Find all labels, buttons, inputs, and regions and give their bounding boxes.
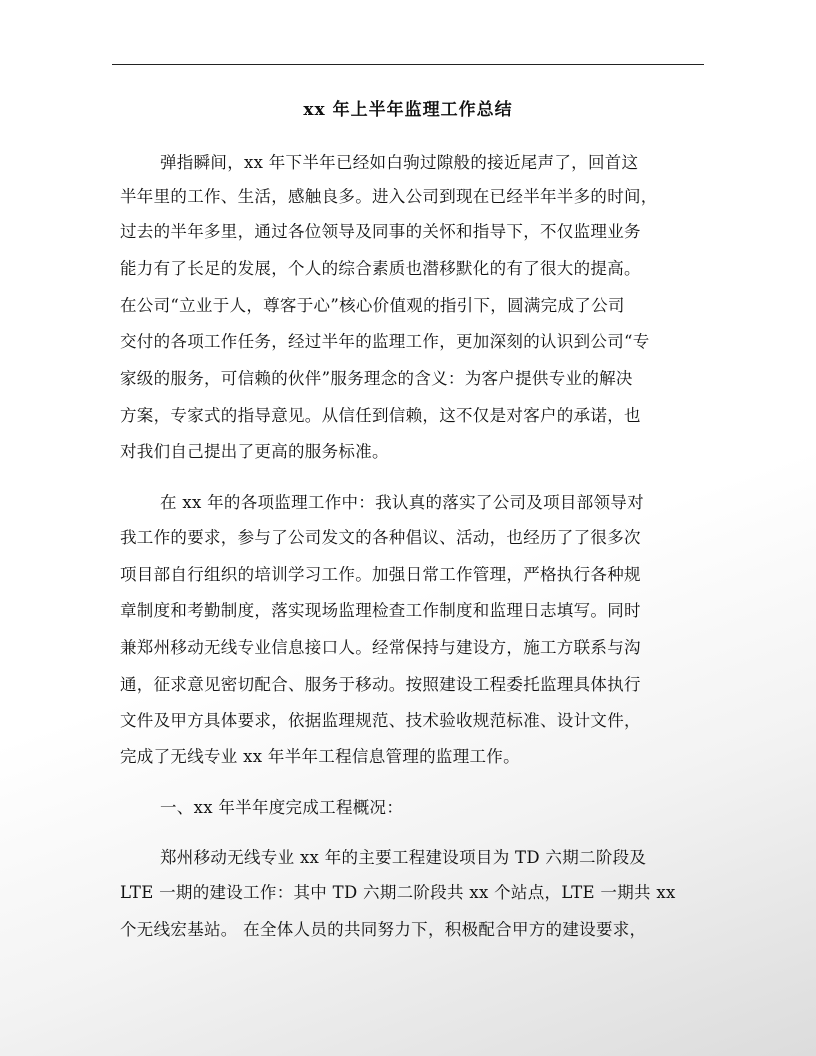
paragraph-3-line-1: 郑州移动无线专业 xx 年的主要工程建设项目为 TD 六期二阶段及 xyxy=(160,848,647,867)
paragraph-2-line-8: 完成了无线专业 xx 年半年工程信息管理的监理工作。 xyxy=(120,747,520,766)
paragraph-1-line-1: 弹指瞬间，xx 年下半年已经如白驹过隙般的接近尾声了，回首这 xyxy=(160,153,639,172)
paragraph-2-line-2: 我工作的要求，参与了公司发文的各种倡议、活动，也经历了了很多次 xyxy=(120,528,641,547)
paragraph-1-line-5: 在公司“立业于人，尊客于心”核心价值观的指引下，圆满完成了公司 xyxy=(120,296,625,315)
paragraph-1-line-4: 能力有了长足的发展，个人的综合素质也潜移默化的有了很大的提高。 xyxy=(120,259,641,278)
paragraph-2-line-6: 通，征求意见密切配合、服务于移动。按照建设工程委托监理具体执行 xyxy=(120,675,641,694)
paragraph-3-line-2: LTE 一期的建设工作：其中 TD 六期二阶段共 xx 个站点，LTE 一期共 xx xyxy=(120,883,676,902)
paragraph-1-line-7: 家级的服务，可信赖的伙伴”服务理念的含义：为客户提供专业的解决 xyxy=(120,369,633,388)
paragraph-1-line-9: 对我们自己提出了更高的服务标准。 xyxy=(120,442,389,461)
paragraph-1-line-3: 过去的半年多里，通过各位领导及同事的关怀和指导下，不仅监理业务 xyxy=(120,222,641,241)
header-rule xyxy=(112,64,704,65)
paragraph-1-line-6: 交付的各项工作任务，经过半年的监理工作，更加深刻的认识到公司“专 xyxy=(120,332,650,351)
paragraph-2-line-7: 文件及甲方具体要求，依据监理规范、技术验收规范标准、设计文件， xyxy=(120,711,641,730)
section-heading-1: 一、xx 年半年度完成工程概况： xyxy=(160,798,404,817)
paragraph-2-line-1: 在 xx 年的各项监理工作中：我认真的落实了公司及项目部领导对 xyxy=(160,493,644,512)
paragraph-2-line-5: 兼郑州移动无线专业信息接口人。经常保持与建设方，施工方联系与沟 xyxy=(120,638,641,657)
paragraph-1-line-2: 半年里的工作、生活，感触良多。进入公司到现在已经半年半多的时间， xyxy=(120,187,658,206)
paragraph-1-line-8: 方案，专家式的指导意见。从信任到信赖，这不仅是对客户的承诺，也 xyxy=(120,406,641,425)
paragraph-3-line-3: 个无线宏基站。 在全体人员的共同努力下，积极配合甲方的建设要求， xyxy=(120,920,647,939)
paragraph-2-line-4: 章制度和考勤制度，落实现场监理检查工作制度和监理日志填写。同时 xyxy=(120,601,641,620)
paragraph-2-line-3: 项目部自行组织的培训学习工作。加强日常工作管理，严格执行各种规 xyxy=(120,565,641,584)
document-title: xx 年上半年监理工作总结 xyxy=(303,100,513,120)
